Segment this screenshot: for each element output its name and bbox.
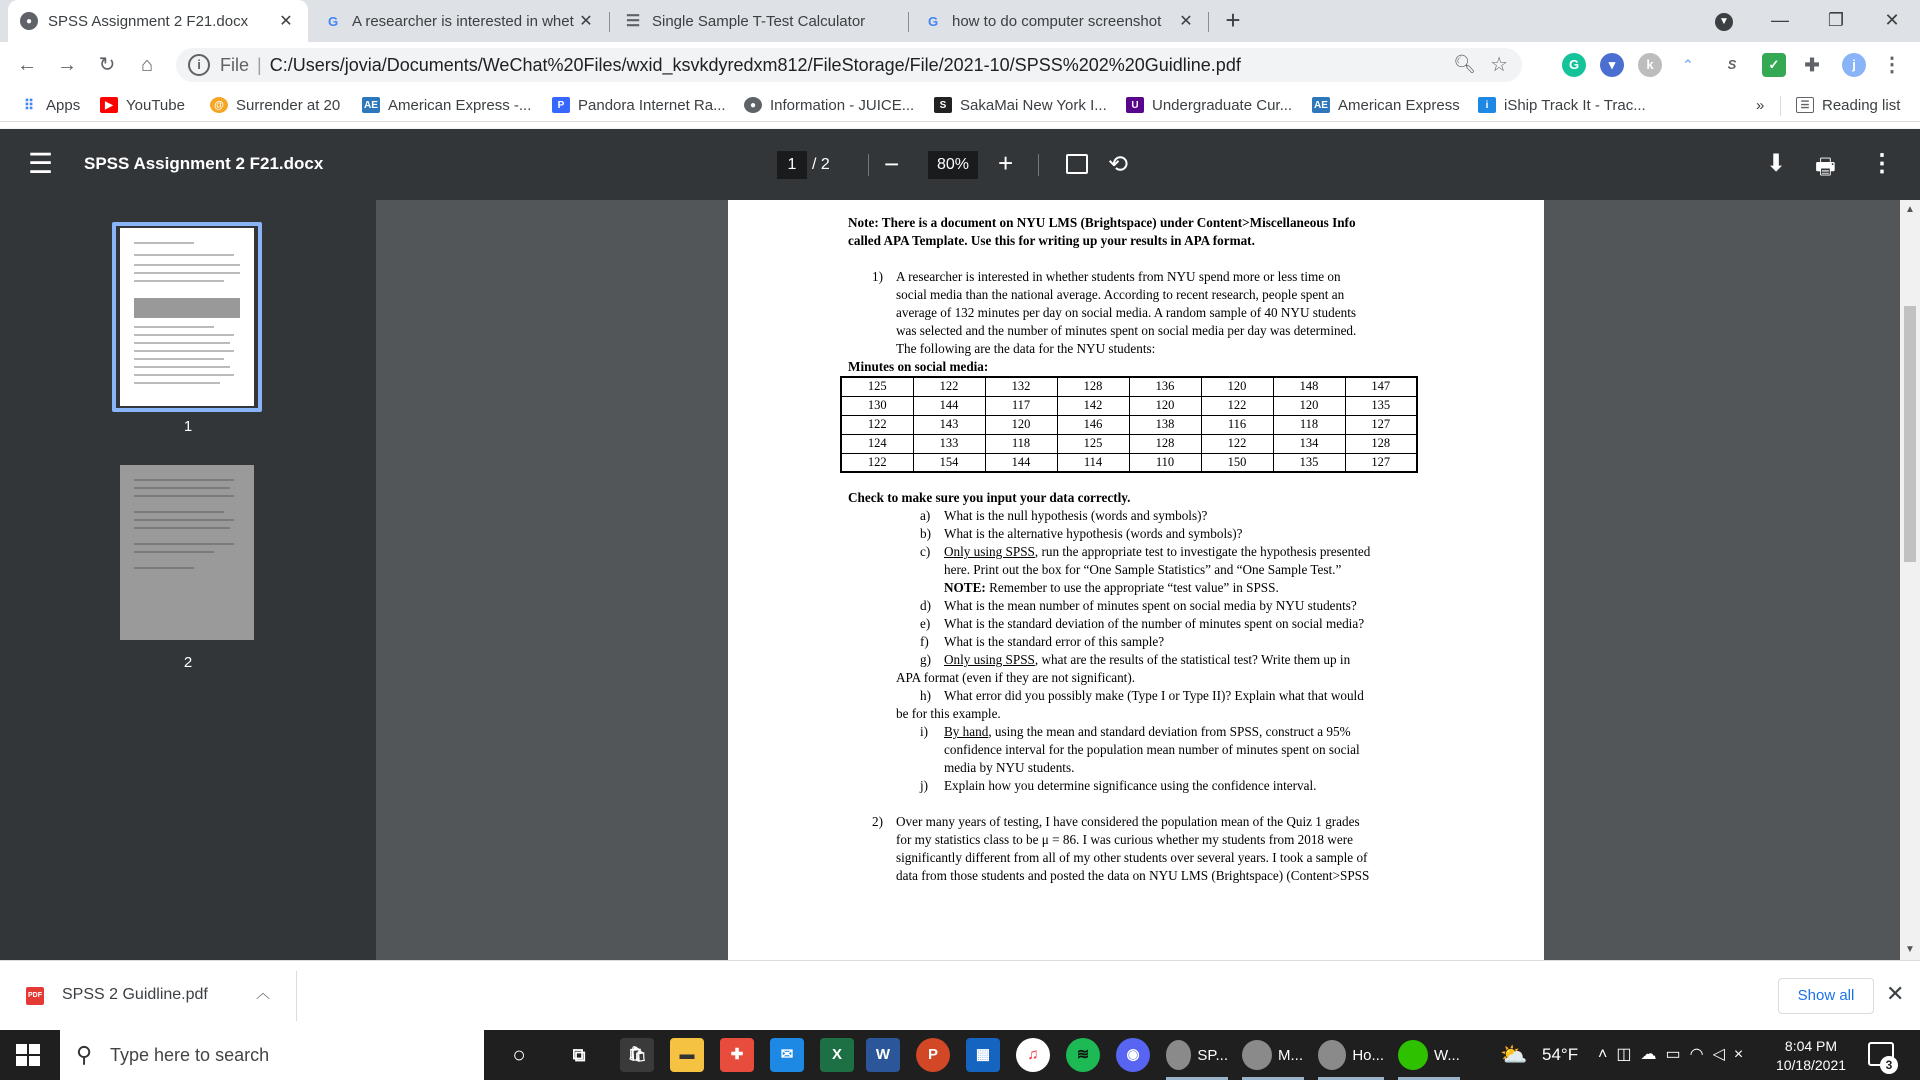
word-icon[interactable]: W: [866, 1038, 900, 1072]
item-label: g): [920, 652, 931, 667]
excel-icon[interactable]: X: [820, 1038, 854, 1072]
bookmark-label: Pandora Internet Ra...: [578, 96, 726, 114]
item-text-rest: , using the mean and standard deviation from SPSS, construct a 95%: [988, 724, 1351, 739]
download-divider: [296, 971, 297, 1021]
bookmarks-overflow-button[interactable]: »: [1756, 96, 1765, 114]
extensions-puzzle-icon[interactable]: ✚: [1804, 55, 1820, 75]
bookmark-label: Information - JUICE...: [770, 96, 915, 114]
taskbar-clock[interactable]: [1766, 1037, 1856, 1075]
restore-button[interactable]: ❐: [1827, 10, 1845, 30]
tab-strip: [0, 0, 1920, 42]
system-tray[interactable]: [1598, 1044, 1752, 1064]
item-text: What is the alternative hypothesis (words and symbols)?: [944, 526, 1243, 541]
sakamai-icon: S: [934, 97, 952, 113]
apps-grid-icon: ⠿: [23, 96, 35, 113]
bookmark-youtube[interactable]: [100, 94, 185, 116]
bookmark-apps[interactable]: [20, 94, 80, 116]
powerpoint-icon[interactable]: P: [916, 1038, 950, 1072]
wechat-icon: [1398, 1040, 1428, 1070]
doc-icon: ☰: [625, 13, 641, 30]
chrome-icon: ●: [20, 12, 38, 30]
table-cell: 147: [1345, 377, 1417, 396]
address-bar[interactable]: [176, 48, 1522, 82]
table-row: [841, 377, 1417, 396]
scroll-down-icon[interactable]: ▼: [1905, 944, 1915, 955]
q2-line: significantly different from all of my other students over several years. I took a sample of: [896, 850, 1368, 865]
underline-text: By hand: [944, 724, 989, 739]
bookmark-label: YouTube: [126, 96, 185, 114]
page-thumbnail-2[interactable]: [120, 465, 254, 640]
pdf-document-title: SPSS Assignment 2 F21.docx: [84, 154, 324, 173]
thumbnail-sidebar: [0, 200, 376, 960]
bookmark-iship[interactable]: [1478, 94, 1646, 116]
q1-line: was selected and the number of minutes spent on social media per day was determined.: [896, 323, 1357, 338]
calendar-icon[interactable]: ▦: [966, 1038, 1000, 1072]
table-cell: 120: [985, 415, 1057, 434]
table-cell: 128: [1345, 434, 1417, 453]
table-cell: 124: [841, 434, 913, 453]
bookmark-amex-1[interactable]: [362, 94, 531, 116]
close-tab-icon[interactable]: ✕: [1179, 13, 1193, 30]
tab-researcher-search[interactable]: [312, 0, 608, 42]
tab-title: SPSS Assignment 2 F21.docx: [48, 12, 249, 30]
amex-icon: AE: [362, 97, 380, 113]
google-icon: G: [327, 13, 339, 29]
item-label: c): [920, 544, 931, 559]
bookmark-undergraduate[interactable]: [1126, 94, 1292, 116]
taskbar-app-label: M...: [1278, 1046, 1303, 1064]
tab-spss-assignment[interactable]: [8, 0, 308, 42]
table-row: [841, 415, 1417, 434]
tray-chevron-icon[interactable]: ˄: [1598, 1046, 1617, 1063]
note-line-1: Note: There is a document on NYU LMS (Brightspace) under Content>Miscellaneous Info: [848, 215, 1356, 230]
taskbar-app-chrome-spss[interactable]: [1166, 1030, 1228, 1080]
item-text: Explain how you determine significance using the confidence interval.: [944, 778, 1317, 793]
table-cell: 122: [841, 415, 913, 434]
bookmark-star-icon[interactable]: ☆: [1490, 54, 1508, 76]
table-cell: 122: [1201, 434, 1273, 453]
download-filename[interactable]: SPSS 2 Guidline.pdf: [62, 986, 208, 1003]
more-options-icon[interactable]: ⋮: [1870, 150, 1894, 177]
q1-number: 1): [872, 269, 883, 284]
weather-icon[interactable]: ⛅: [1500, 1042, 1528, 1067]
surrender-icon: @: [210, 97, 228, 113]
iship-icon: i: [1478, 97, 1496, 113]
item-label: f): [920, 634, 929, 649]
chevron-up-icon[interactable]: ︿: [256, 985, 270, 1001]
shield-check-icon[interactable]: ✓: [1762, 53, 1786, 77]
underline-text: Only using SPSS: [944, 544, 1035, 559]
note-bold: NOTE:: [944, 580, 986, 595]
bookmark-pandora[interactable]: [552, 94, 726, 116]
bookmark-label: Apps: [46, 96, 81, 114]
item-label: b): [920, 526, 931, 541]
show-all-button[interactable]: Show all: [1778, 978, 1874, 1014]
search-icon: ⚲: [76, 1042, 93, 1067]
battery-icon[interactable]: ▭: [1665, 1046, 1690, 1063]
rotate-icon[interactable]: ⟲: [1108, 151, 1129, 178]
table-cell: 138: [1129, 415, 1201, 434]
fit-to-page-icon[interactable]: [1066, 154, 1088, 174]
q1-line: A researcher is interested in whether students from NYU spend more or less time on: [896, 269, 1341, 284]
tab-separator: [908, 12, 909, 32]
item-text: What is the mean number of minutes spent on social media by NYU students?: [944, 598, 1357, 613]
clock-time: 8:04 PM: [1784, 1038, 1838, 1054]
hamburger-menu-icon[interactable]: ☰: [28, 148, 54, 179]
reading-list-button[interactable]: [1796, 94, 1900, 116]
bookmark-label: SakaMai New York I...: [960, 96, 1107, 114]
table-cell: 122: [1201, 396, 1273, 415]
item-text: What is the standard error of this sample?: [944, 634, 1165, 649]
profile-avatar[interactable]: j: [1842, 53, 1866, 77]
table-cell: 128: [1129, 434, 1201, 453]
item-text: [944, 543, 1370, 561]
toolbar-divider: [1038, 154, 1039, 176]
table-cell: 142: [1057, 396, 1129, 415]
table-cell: 122: [841, 453, 913, 472]
extension-gray-icon[interactable]: k: [1638, 53, 1662, 77]
windows-start-icon[interactable]: [16, 1044, 40, 1066]
taskbar-app-label: SP...: [1197, 1046, 1228, 1064]
close-tab-icon[interactable]: ✕: [579, 13, 593, 30]
tab-screenshot-search[interactable]: [912, 0, 1208, 42]
youtube-icon: ▶: [100, 97, 118, 113]
url-text[interactable]: C:/Users/jovia/Documents/WeChat%20Files/wxid_ksvkdyredxm812/FileStorage/File/2021-10/SPSS%202%20Guidline.pdf: [269, 54, 1241, 75]
google-icon: G: [927, 13, 939, 29]
wifi-icon[interactable]: ◠: [1689, 1046, 1713, 1063]
table-cell: 114: [1057, 453, 1129, 472]
tab-title: Single Sample T-Test Calculator: [652, 12, 866, 30]
item-text: What error did you possibly make (Type I or Type II)? Explain what that would: [944, 688, 1364, 703]
bookmarks-bar: [0, 88, 1920, 122]
table-cell: 120: [1129, 396, 1201, 415]
windows-taskbar: [0, 1030, 1920, 1080]
item-text: confidence interval for the population mean number of minutes spent on social: [944, 742, 1360, 757]
undergrad-icon: U: [1126, 97, 1144, 113]
item-label: a): [920, 508, 931, 523]
clock-date: 10/18/2021: [1775, 1057, 1847, 1073]
item-note: [944, 579, 1279, 597]
bookmark-surrender[interactable]: [210, 94, 340, 116]
minimize-button[interactable]: —: [1771, 10, 1789, 30]
thumbnail-label: 2: [183, 654, 193, 671]
arrow-left-icon: ←: [17, 54, 37, 76]
chevron-down-icon: ▼: [1715, 13, 1733, 31]
taskbar-app-chrome-m[interactable]: [1242, 1030, 1304, 1080]
table-cell: 135: [1345, 396, 1417, 415]
taskbar-app-wechat[interactable]: [1398, 1030, 1460, 1080]
back-button[interactable]: [12, 50, 42, 80]
chrome-icon: [1318, 1040, 1346, 1070]
item-label: j): [920, 778, 929, 793]
note-line-2: called APA Template. Use this for writing up your results in APA format.: [848, 233, 1255, 248]
file-explorer-icon[interactable]: ▬: [670, 1038, 704, 1072]
page-thumbnail-1[interactable]: [120, 228, 254, 406]
scroll-up-icon[interactable]: ▲: [1905, 204, 1915, 215]
download-icon[interactable]: ⬇: [1766, 150, 1787, 177]
table-cell: 136: [1129, 377, 1201, 396]
table-cell: 125: [841, 377, 913, 396]
thumbnail-label: 1: [183, 418, 193, 435]
table-cell: 122: [913, 377, 985, 396]
table-cell: 120: [1273, 396, 1345, 415]
volume-icon[interactable]: ◁×: [1712, 1046, 1753, 1063]
browser-toolbar: [0, 42, 1920, 88]
spotify-icon[interactable]: ≋: [1066, 1038, 1100, 1072]
page-total: / 2: [812, 156, 830, 173]
browser-menu-icon[interactable]: ⋮: [1882, 54, 1902, 76]
table-cell: 127: [1345, 453, 1417, 472]
item-text: [944, 723, 1351, 741]
table-cell: 118: [985, 434, 1057, 453]
bookmark-divider: [1780, 96, 1781, 116]
table-row: [841, 434, 1417, 453]
notification-count-badge: 3: [1880, 1056, 1898, 1074]
scheme-divider: |: [257, 54, 262, 75]
forward-button[interactable]: [52, 50, 82, 80]
bookmark-label: iShip Track It - Trac...: [1504, 96, 1646, 114]
taskbar-app-label: Ho...: [1352, 1046, 1384, 1064]
tab-search-button[interactable]: [1696, 0, 1752, 40]
gift-icon[interactable]: ✚: [720, 1038, 754, 1072]
item-text: APA format (even if they are not significant).: [896, 670, 1136, 685]
check-heading: Check to make sure you input your data correctly.: [848, 490, 1131, 505]
print-icon[interactable]: 🖶︎: [1815, 154, 1836, 179]
table-cell: 117: [985, 396, 1057, 415]
table-cell: 125: [1057, 434, 1129, 453]
chrome-icon: [1166, 1040, 1191, 1070]
plus-icon: +: [998, 148, 1014, 178]
item-text-rest: , run the appropriate test to investigate the hypothesis presented: [1034, 544, 1371, 559]
vertical-scrollbar[interactable]: [1900, 200, 1920, 960]
zoom-out-button[interactable]: [884, 149, 899, 180]
item-text: here. Print out the box for “One Sample Statistics” and “One Sample Test.”: [944, 562, 1342, 577]
item-label: d): [920, 598, 931, 613]
cortana-icon[interactable]: ○: [512, 1042, 526, 1067]
taskbar-app-chrome-ho[interactable]: [1318, 1030, 1384, 1080]
music-icon[interactable]: ♫: [1016, 1038, 1050, 1072]
pdf-file-icon: PDF: [26, 987, 44, 1005]
grammarly-icon[interactable]: G: [1562, 53, 1586, 77]
home-icon: ⌂: [140, 54, 154, 76]
table-cell: 143: [913, 415, 985, 434]
item-label: i): [920, 724, 929, 739]
data-table: [840, 376, 1418, 473]
bookmark-sakamai[interactable]: [934, 94, 1107, 116]
q1-line: The following are the data for the NYU students:: [896, 341, 1156, 356]
table-cell: 144: [913, 396, 985, 415]
task-view-icon[interactable]: ⧉: [572, 1045, 586, 1065]
search-placeholder: Type here to search: [110, 1045, 270, 1065]
item-label: e): [920, 616, 931, 631]
page-number-input[interactable]: 1: [777, 151, 807, 179]
tab-separator: [1208, 12, 1209, 32]
pdf-viewer: [0, 200, 1920, 960]
extension-triangle-icon[interactable]: ⌃: [1682, 57, 1694, 72]
table-row: [841, 396, 1417, 415]
q2-line: Over many years of testing, I have considered the population mean of the Quiz 1 grades: [896, 814, 1360, 829]
tab-t-test-calculator[interactable]: [612, 0, 908, 42]
weather-temperature[interactable]: 54°F: [1542, 1045, 1579, 1064]
reload-button[interactable]: [92, 50, 122, 80]
table-cell: 134: [1273, 434, 1345, 453]
home-button[interactable]: [132, 50, 162, 80]
chrome-icon: [1242, 1040, 1272, 1070]
table-cell: 120: [1201, 377, 1273, 396]
tab-title: A researcher is interested in whet: [352, 12, 574, 30]
item-text: media by NYU students.: [944, 760, 1075, 775]
item-label: h): [920, 688, 931, 703]
table-cell: 127: [1345, 415, 1417, 434]
note-text: Remember to use the appropriate “test value” in SPSS.: [985, 580, 1279, 595]
info-icon[interactable]: i: [188, 54, 210, 76]
q2-line: data from those students and posted the data on NYU LMS (Brightspace) (Content>SPSS: [896, 868, 1370, 883]
table-cell: 132: [985, 377, 1057, 396]
extension-s-icon[interactable]: S: [1727, 57, 1737, 72]
toolbar-divider: [868, 154, 869, 176]
table-cell: 128: [1057, 377, 1129, 396]
table-cell: 110: [1129, 453, 1201, 472]
reload-icon: ↻: [98, 54, 116, 76]
item-text: What is the null hypothesis (words and symbols)?: [944, 508, 1208, 523]
taskbar-search-box[interactable]: [60, 1030, 484, 1080]
store-icon[interactable]: 🛍︎: [620, 1038, 654, 1072]
table-cell: 133: [913, 434, 985, 453]
scrollbar-thumb[interactable]: [1904, 306, 1916, 562]
zoom-in-button[interactable]: [998, 148, 1013, 179]
table-cell: 144: [985, 453, 1057, 472]
extension-shield-icon[interactable]: ▾: [1600, 53, 1624, 77]
onedrive-icon[interactable]: ☁: [1640, 1046, 1666, 1063]
pandora-icon: P: [552, 97, 570, 113]
tab-separator: [609, 12, 610, 32]
arrow-right-icon: →: [57, 54, 77, 76]
table-cell: 154: [913, 453, 985, 472]
reading-list-label: Reading list: [1822, 96, 1901, 114]
table-cell: 146: [1057, 415, 1129, 434]
item-text: [944, 651, 1350, 669]
item-text: be for this example.: [896, 706, 1001, 721]
chrome-icon: ●: [744, 97, 762, 113]
new-tab-button[interactable]: +: [1225, 5, 1241, 35]
bookmark-information[interactable]: [744, 94, 914, 116]
scheme-label: File: [220, 54, 250, 75]
download-bar: [0, 960, 1920, 1030]
table-cell: 130: [841, 396, 913, 415]
table-cell: 135: [1273, 453, 1345, 472]
table-row: [841, 453, 1417, 472]
bookmark-label: Surrender at 20: [236, 96, 341, 114]
table-cell: 116: [1201, 415, 1273, 434]
bookmark-label: Undergraduate Cur...: [1152, 96, 1293, 114]
reading-list-icon: ☰: [1796, 97, 1814, 113]
table-cell: 118: [1273, 415, 1345, 434]
amex-icon: AE: [1312, 97, 1330, 113]
zoom-magnifier-icon[interactable]: 🔍︎: [1453, 54, 1476, 74]
table-caption: Minutes on social media:: [848, 359, 989, 374]
minus-icon: −: [884, 149, 900, 179]
tab-title: how to do computer screenshot: [952, 12, 1162, 30]
close-icon[interactable]: ✕: [1886, 981, 1905, 1006]
mail-icon[interactable]: ✉: [770, 1038, 804, 1072]
bookmark-label: American Express: [1338, 96, 1460, 114]
q1-line: social media than the national average. According to recent research, people spent an: [896, 287, 1345, 302]
table-cell: 148: [1273, 377, 1345, 396]
underline-text: Only using SPSS: [944, 652, 1035, 667]
close-window-button[interactable]: ✕: [1884, 10, 1900, 30]
pdf-toolbar: [0, 129, 1920, 200]
discord-icon[interactable]: ◉: [1116, 1038, 1150, 1072]
item-text-rest: , what are the results of the statistical test? Write them up in: [1034, 652, 1351, 667]
q2-number: 2): [872, 814, 883, 829]
bookmark-label: American Express -...: [388, 96, 532, 114]
tray-app-icon[interactable]: ◫: [1616, 1046, 1641, 1063]
bookmark-amex-2[interactable]: [1312, 94, 1460, 116]
zoom-level-input[interactable]: 80%: [928, 151, 978, 179]
table-cell: 150: [1201, 453, 1273, 472]
item-text: What is the standard deviation of the number of minutes spent on social media?: [944, 616, 1365, 631]
close-tab-icon[interactable]: ✕: [279, 13, 293, 30]
pdf-page: [728, 200, 1544, 960]
q2-line: for my statistics class to be μ = 86. I was curious whether my students from 2018 were: [896, 832, 1353, 847]
q1-line: average of 132 minutes per day on social media. A random sample of 40 NYU students: [896, 305, 1356, 320]
taskbar-app-label: W...: [1434, 1046, 1460, 1064]
